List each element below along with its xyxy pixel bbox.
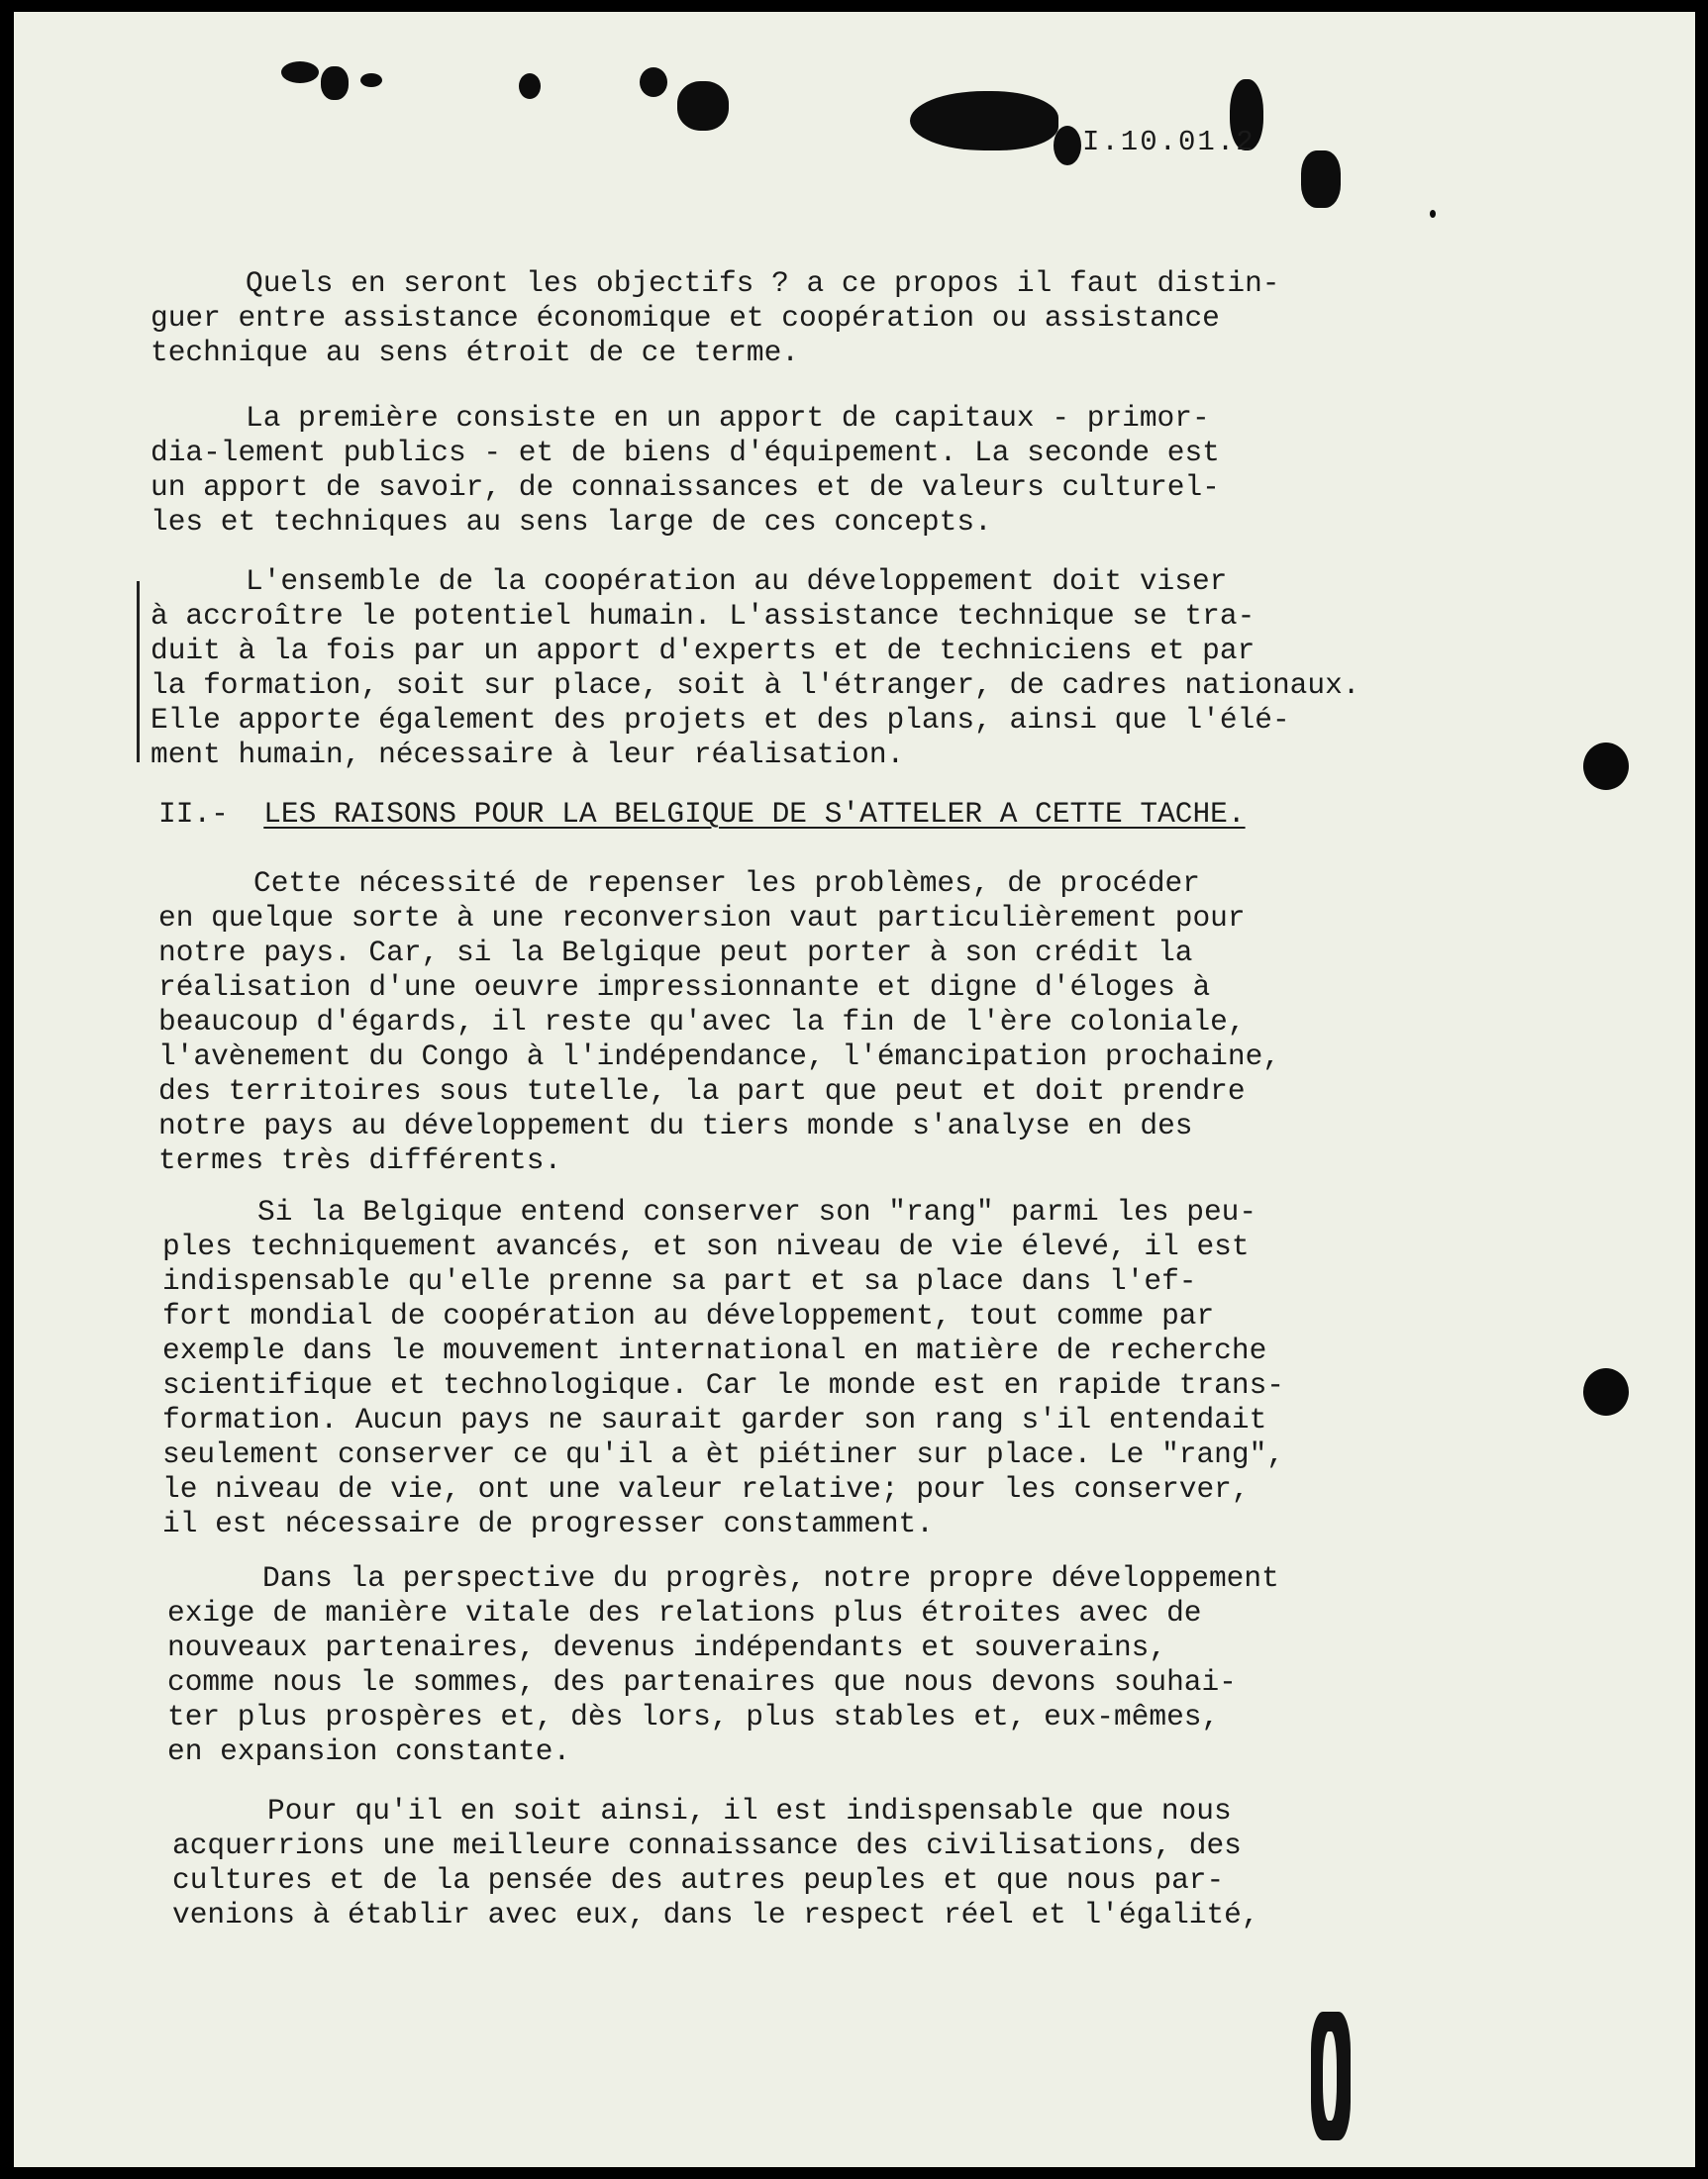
text-line: les et techniques au sens large de ces concepts. [151,505,992,539]
text-line: la formation, soit sur place, soit à l'étranger, de cadres nationaux. [151,668,1360,702]
text-line: l'avènement du Congo à l'indépendance, l'émancipation prochaine, [158,1040,1280,1073]
ink-stain [1430,210,1436,218]
ink-stain [1054,126,1081,165]
ink-stain [677,81,729,131]
text-line: acquerrions une meilleure connaissance des civilisations, des [172,1829,1242,1862]
text-line: le niveau de vie, ont une valeur relative; pour les conserver, [162,1472,1250,1506]
ink-stain [640,67,667,97]
document-reference: I.10.01.2 [1082,126,1256,158]
text-line: La première consiste en un apport de capitaux - primor- [246,401,1210,435]
text-line: notre pays au développement du tiers monde s'analyse en des [158,1109,1193,1142]
text-line: technique au sens étroit de ce terme. [151,336,800,369]
text-line: en expansion constante. [167,1734,571,1768]
section-title: LES RAISONS POUR LA BELGIQUE DE S'ATTELER A CETTE TACHE. [263,797,1246,831]
ink-stain [910,91,1058,150]
text-line: un apport de savoir, de connaissances et de valeurs culturel- [151,470,1220,504]
text-line: duit à la fois par un apport d'experts et de techniciens et par [151,634,1256,667]
text-line: Pour qu'il en soit ainsi, il est indispensable que nous [267,1794,1232,1828]
section-paragraph-4 [172,1794,1608,1932]
text-line: ment humain, nécessaire à leur réalisation. [151,738,905,771]
text-line: réalisation d'une oeuvre impressionnante et digne d'éloges à [158,970,1211,1004]
paragraph-1 [151,266,1586,370]
text-line: en quelque sorte à une reconversion vaut particulièrement pour [158,901,1246,935]
staple-gap [1323,2031,1337,2121]
text-line: dia-lement publics - et de biens d'équipement. La seconde est [151,436,1220,469]
ink-stain [519,73,541,99]
text-line: exige de manière vitale des relations plus étroites avec de [167,1596,1202,1630]
ink-stain [281,61,319,83]
section-number: II.- [158,797,229,831]
text-line: Cette nécessité de repenser les problèmes, de procéder [253,866,1200,900]
text-line: formation. Aucun pays ne saurait garder son rang s'il entendait [162,1403,1267,1436]
text-line: L'ensemble de la coopération au développement doit viser [246,564,1228,598]
text-line: Dans la perspective du progrès, notre propre développement [262,1561,1279,1595]
section-paragraph-1 [158,866,1594,1178]
text-line: guer entre assistance économique et coopération ou assistance [151,301,1220,335]
text-line: à accroître le potentiel humain. L'assistance technique se tra- [151,599,1256,633]
text-line: indispensable qu'elle prenne sa part et sa place dans l'ef- [162,1264,1197,1298]
text-line: fort mondial de coopération au développement, tout comme par [162,1299,1215,1333]
text-line: Si la Belgique entend conserver son "rang" parmi les peu- [257,1195,1257,1229]
paragraph-3 [151,564,1586,772]
text-line: beaucoup d'égards, il reste qu'avec la fin de l'ère coloniale, [158,1005,1246,1039]
text-line: termes très différents. [158,1143,562,1177]
text-line: ples techniquement avancés, et son niveau de vie élevé, il est [162,1230,1250,1263]
text-line: Quels en seront les objectifs ? a ce propos il faut distin- [246,266,1280,300]
text-line: cultures et de la pensée des autres peuples et que nous par- [172,1863,1225,1897]
ink-stain [321,66,349,100]
ink-stain [360,73,382,87]
text-line: scientifique et technologique. Car le monde est en rapide trans- [162,1368,1284,1402]
ink-stain [1301,150,1341,208]
text-line: comme nous le sommes, des partenaires que nous devons souhai- [167,1665,1237,1699]
text-line: seulement conserver ce qu'il a èt piétiner sur place. Le "rang", [162,1437,1284,1471]
section-paragraph-3 [167,1561,1603,1769]
section-paragraph-2 [162,1195,1598,1541]
margin-bar [137,581,140,762]
text-line: exemple dans le mouvement international en matière de recherche [162,1334,1267,1367]
text-line: venions à établir avec eux, dans le respect réel et l'égalité, [172,1898,1259,1931]
text-line: Elle apporte également des projets et des plans, ainsi que l'élé- [151,703,1290,737]
text-line: des territoires sous tutelle, la part que peut et doit prendre [158,1074,1246,1108]
text-line: il est nécessaire de progresser constamment. [162,1507,934,1540]
section-heading [158,797,1246,832]
text-line: notre pays. Car, si la Belgique peut porter à son crédit la [158,936,1193,969]
text-line: ter plus prospères et, dès lors, plus stables et, eux-mêmes, [167,1700,1220,1733]
paragraph-2 [151,401,1586,540]
punch-hole [1583,743,1629,790]
document-page [14,12,1695,2167]
text-line: nouveaux partenaires, devenus indépendants et souverains, [167,1631,1167,1664]
